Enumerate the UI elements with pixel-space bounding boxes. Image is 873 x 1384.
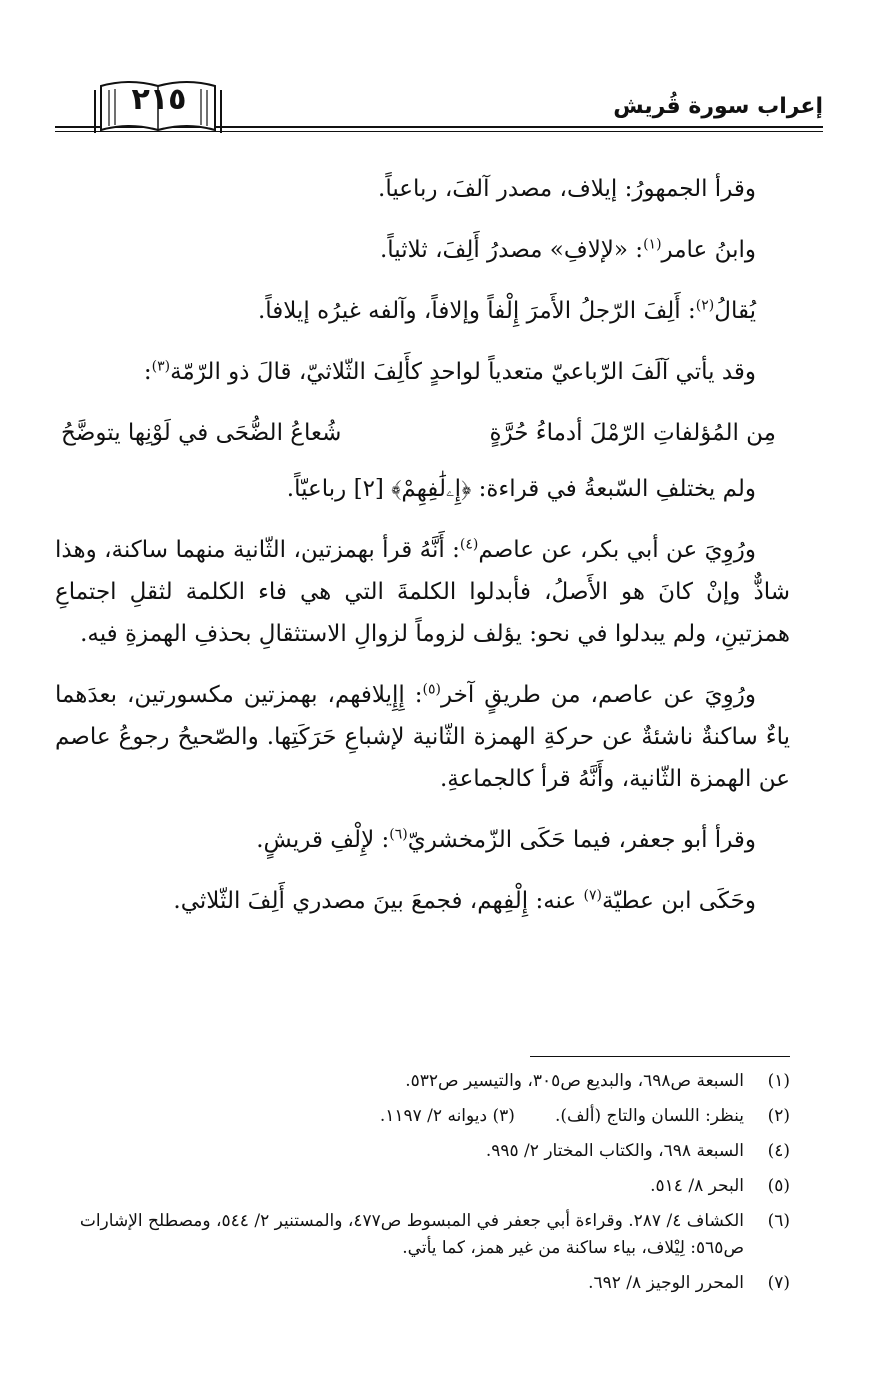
- paragraph-3: يُقالُ$^{(٢)}$: أَلِفَ الرّجلُ الأَمرَ إِلْفاً وإلافاً، وآلفه غيرُه إيلافاً.: [257, 297, 756, 324]
- footnote-ref-1[interactable]: (١): [643, 236, 662, 253]
- footnote-ref-2[interactable]: (٢): [695, 297, 715, 314]
- footnote-ref-7[interactable]: (٧): [583, 887, 603, 904]
- main-text: [55, 168, 790, 941]
- footnote-3-number: (٣): [492, 1106, 515, 1126]
- verse-hemistich-1: مِن المُؤلفاتِ الرّمْلَ أدماءُ حُرَّةٍ: [489, 420, 776, 446]
- page-number: ٢١٥: [131, 82, 187, 117]
- paragraph-7: ورُوِيَ عن عاصم، من طريقٍ آخر$^{(٥)}$: إِإِيلافهم، بهمزتين مكسورتين، بعدَهما ياءٌ ساكنةٌ ناشئةٌ عن حركةِ الهمزة الثّانية لإشباعِ حَرَكَتِها. والصّحيحُ رجوعُ عاصم عن الهمزة الثّانية، وأَنَّهُ قرأ كالجماعةِ.: [55, 681, 790, 792]
- footnote-3-text: ديوانه ٢/ ١١٩٧.: [379, 1106, 488, 1126]
- paragraph-1: وقرأ الجمهورُ: إيلاف، مصدر آلفَ، رباعياً.: [378, 176, 756, 202]
- footnote-text: الكشاف ٤/ ٢٨٧. وقراءة أبي جعفر في المبسوط ص٤٧٧، والمستنير ٢/ ٥٤٤، ومصطلح الإشارات ص٥٦٥: لِيْلاف، بياء ساكنة من غير همز، كما يأتي.: [79, 1211, 744, 1258]
- footnote-ref-6[interactable]: (٦): [389, 826, 408, 843]
- page-header: [55, 70, 823, 140]
- running-title: إعراب سورة قُريش: [613, 94, 823, 119]
- paragraph-2: وابنُ عامر$^{(١)}$: «لإلافِ» مصدرُ أَلِفَ، ثلاثياً.: [379, 236, 756, 263]
- paragraph-8: وقرأ أبو جعفر، فيما حَكَى الزّمخشريّ$^{(٦)}$: لإِلْفِ قريشٍ.: [256, 826, 756, 853]
- footnote-2: [48, 1103, 790, 1130]
- footnote-ref-5[interactable]: (٥): [422, 681, 441, 698]
- footnote-ref-3[interactable]: (٣): [151, 358, 171, 375]
- footnote-number: (٢): [767, 1106, 790, 1126]
- footnotes: [48, 1068, 790, 1305]
- paragraph-9: وحَكَى ابن عطيّة$^{(٧)}$ عنه: إِلْفِهم، فجمعَ بينَ مصدري أَلِفَ الثّلاثي.: [173, 887, 756, 914]
- footnote-number: (٦): [767, 1211, 790, 1231]
- footnote-text: المحرر الوجيز ٨/ ٦٩٢.: [588, 1273, 744, 1293]
- footnote-4: [48, 1138, 790, 1165]
- footnote-number: (١): [767, 1071, 790, 1091]
- footnote-text: البحر ٨/ ٥١٤.: [650, 1176, 744, 1196]
- footnote-1: [48, 1068, 790, 1095]
- footnote-divider: [530, 1056, 790, 1057]
- footnote-number: (٤): [767, 1141, 790, 1161]
- footnote-7: [48, 1270, 790, 1297]
- paragraph-5: ولم يختلفِ السّبعةُ في قراءة: ﴿إِۦلَٰفِهِمْ﴾ [٢] رباعيّاً.: [286, 476, 756, 502]
- footnote-5: [48, 1173, 790, 1200]
- footnote-text: السبعة ص٦٩٨، والبديع ص٣٠٥، والتيسير ص٥٣٢.: [405, 1071, 744, 1091]
- footnote-number: (٥): [767, 1176, 790, 1196]
- paragraph-6: ورُوِيَ عن أبي بكر، عن عاصم$^{(٤)}$: أَنَّهُ قرأ بهمزتين، الثّانية منهما ساكنة، وهذا شاذٌّ وإنْ كانَ هو الأَصلُ، فأبدلوا الكلمةَ التي هي فاء الكلمة لثقلِ اجتماعِ همزتينِ، ولم يبدلوا في نحو: يؤلف لزوماً لزوالِ الاستثقالِ بحذفِ الهمزةِ فيه.: [55, 536, 790, 647]
- poetry-verse: [55, 412, 790, 454]
- footnote-text: ينظر: اللسان والتاج (ألف).: [554, 1106, 744, 1126]
- verse-hemistich-2: شُعاعُ الضُّحَى في لَوْنِها يتوضَّحُ: [61, 420, 342, 446]
- footnote-number: (٧): [767, 1273, 790, 1293]
- footnote-ref-4[interactable]: (٤): [459, 536, 479, 553]
- footnote-text: السبعة ٦٩٨، والكتاب المختار ٢/ ٩٩٥.: [485, 1141, 744, 1161]
- paragraph-4: وقد يأتي آلَفَ الرّباعيّ متعدياً لواحدٍ كأَلِفَ الثّلاثيّ، قالَ ذو الرّمّة$^{(٣)}$:: [143, 358, 756, 385]
- footnote-6: [48, 1208, 790, 1262]
